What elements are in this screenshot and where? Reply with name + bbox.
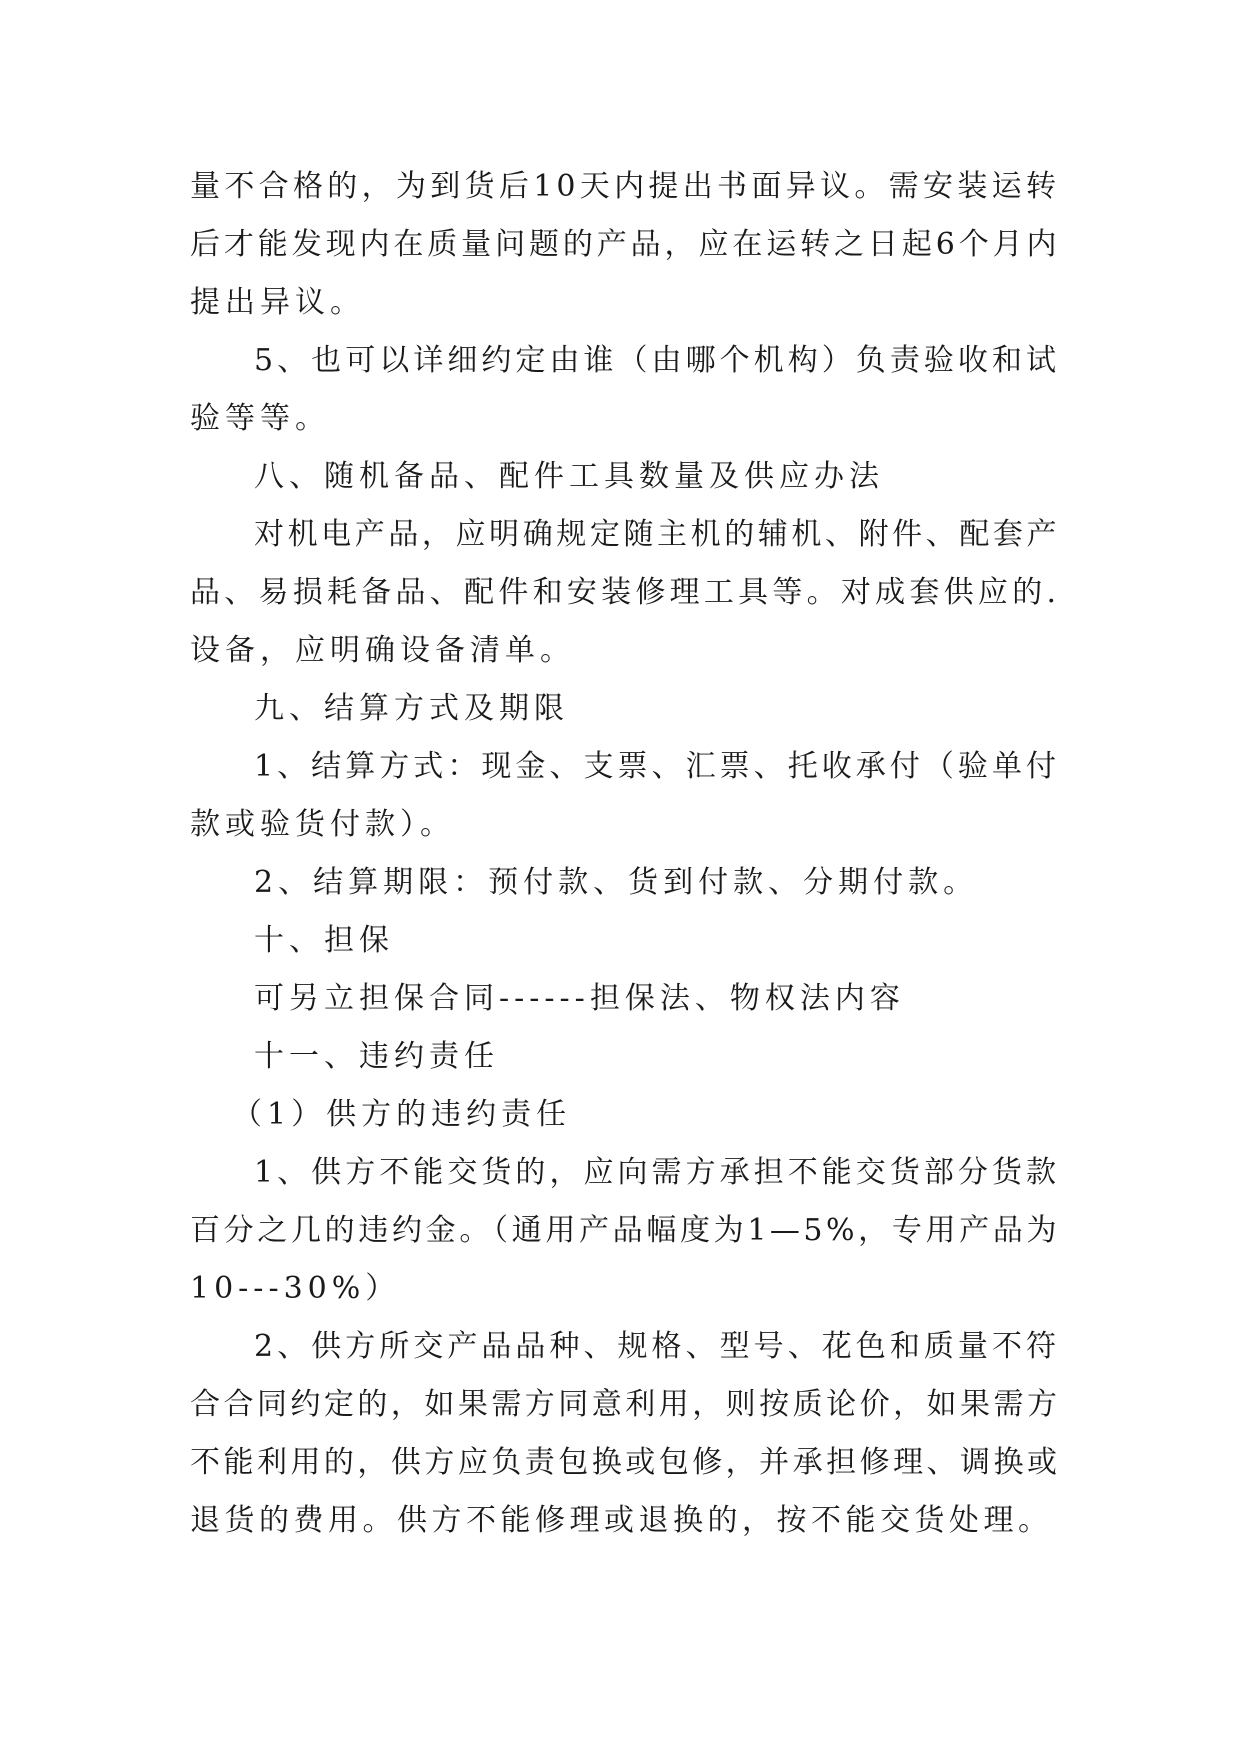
section-heading: 八、随机备品、配件工具数量及供应办法 [254,459,884,494]
text-line: 10---30%） [190,1271,401,1306]
text-line: 提出异议。 [190,285,365,320]
section-heading: 十、担保 [254,923,394,958]
text-line: 1、供方不能交货的，应向需方承担不能交货部分货款 [254,1155,1060,1190]
section-heading: 九、结算方式及期限 [254,691,569,726]
text-line: 量不合格的，为到货后10天内提出书面异议。需安装运转 [190,169,1060,204]
text-line: 5、也可以详细约定由谁（由哪个机构）负责验收和试 [254,343,1060,378]
text-line: 款或验货付款）。 [190,807,455,842]
text-line: 合合同约定的，如果需方同意利用，则按质论价，如果需方 [190,1387,1060,1422]
text-line: 后才能发现内在质量问题的产品，应在运转之日起6个月内 [190,227,1060,262]
subsection-heading: （1）供方的违约责任 [232,1097,572,1132]
text-line: 可另立担保合同------担保法、物权法内容 [254,981,905,1016]
text-line: 退货的费用。供方不能修理或退换的，按不能交货处理。 [190,1503,1053,1538]
document-body [190,158,1060,1550]
text-line: 2、结算期限：预付款、货到付款、分期付款。 [254,865,979,900]
text-line: 品、易损耗备品、配件和安装修理工具等。对成套供应的. [190,575,1060,610]
text-line: 1、结算方式：现金、支票、汇票、托收承付（验单付 [254,749,1060,784]
text-line: 设备，应明确设备清单。 [190,633,575,668]
text-line: 验等等。 [190,401,330,436]
text-line: 对机电产品，应明确规定随主机的辅机、附件、配套产 [254,517,1060,552]
text-line: 2、供方所交产品品种、规格、型号、花色和质量不符 [254,1329,1060,1364]
text-line: 百分之几的违约金。（通用产品幅度为1—5%，专用产品为 [190,1213,1060,1248]
section-heading: 十一、违约责任 [254,1039,499,1074]
text-line: 不能利用的，供方应负责包换或包修，并承担修理、调换或 [190,1445,1060,1480]
